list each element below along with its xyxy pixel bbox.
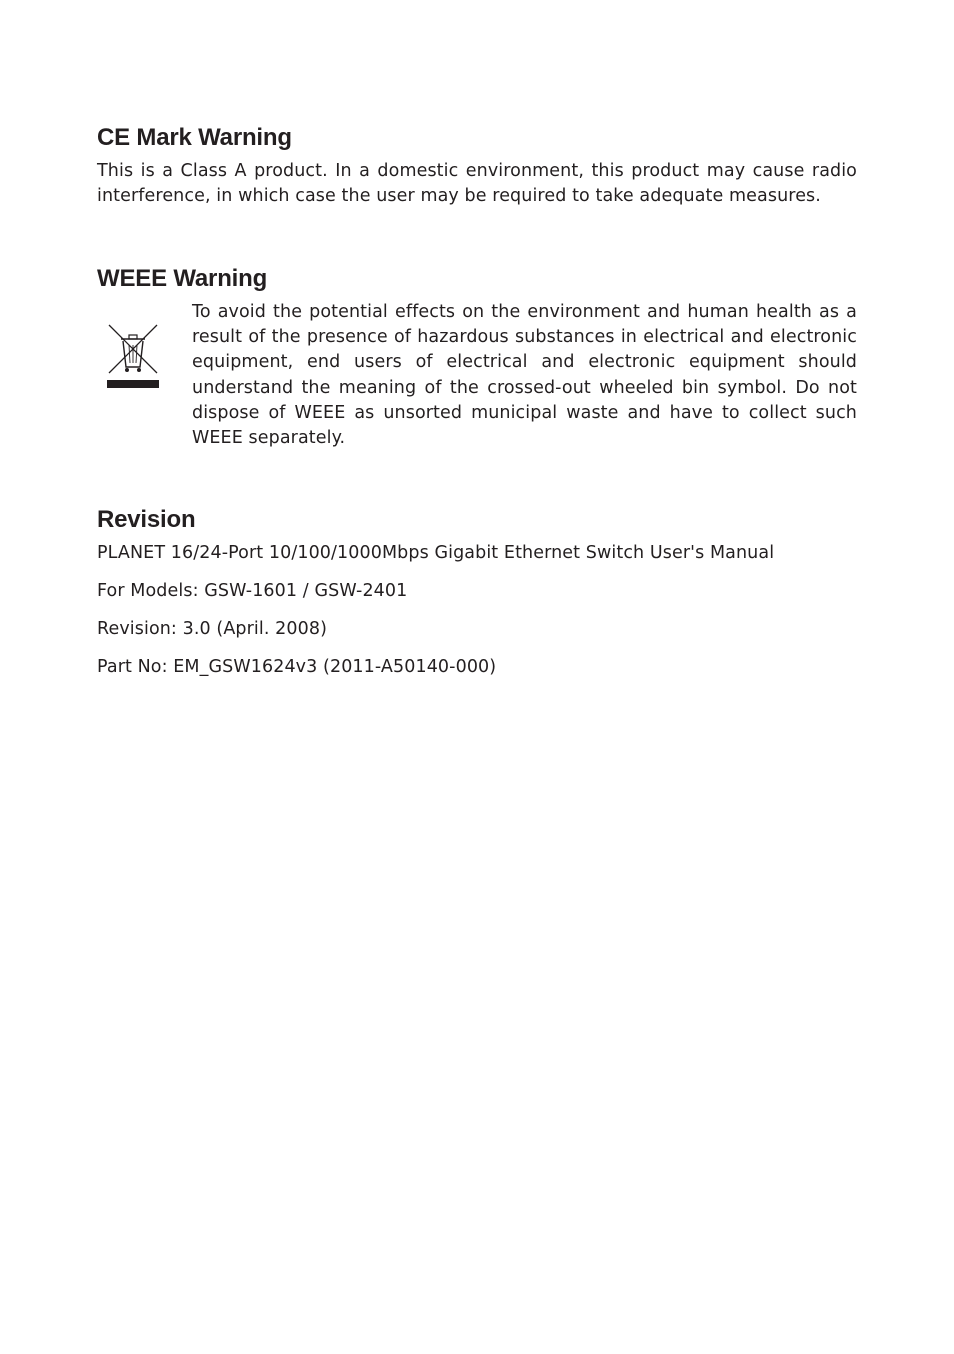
ce-mark-warning-heading: CE Mark Warning [97,124,292,151]
weee-warning-heading: WEEE Warning [97,265,268,292]
revision-part-number: Part No: EM_GSW1624v3 (2011-A50140-000) [97,657,497,677]
revision-version: Revision: 3.0 (April. 2008) [97,619,328,639]
revision-manual-title: PLANET 16/24-Port 10/100/1000Mbps Gigabit Ethernet Switch User's Manual [97,543,775,563]
weee-warning-text: To avoid the potential effects on the environment and human health as a result of the presence of hazardous substances in electrical and electronic equipment, end users of electrical and electronic equipment should understand the meaning of the crossed-out wheeled bin symbol. Do not dispose of WEEE as unsorted municipal waste and have to collect such WEEE separately. [192,302,857,449]
revision-heading: Revision [97,506,196,533]
revision-models: For Models: GSW-1601 / GSW-2401 [97,581,408,601]
ce-mark-warning-text: This is a Class A product. In a domestic environment, this product may cause radio interference, in which case the user may be required to take adequate measures. [97,161,857,207]
crossed-out-wheeled-bin-icon [107,323,159,391]
